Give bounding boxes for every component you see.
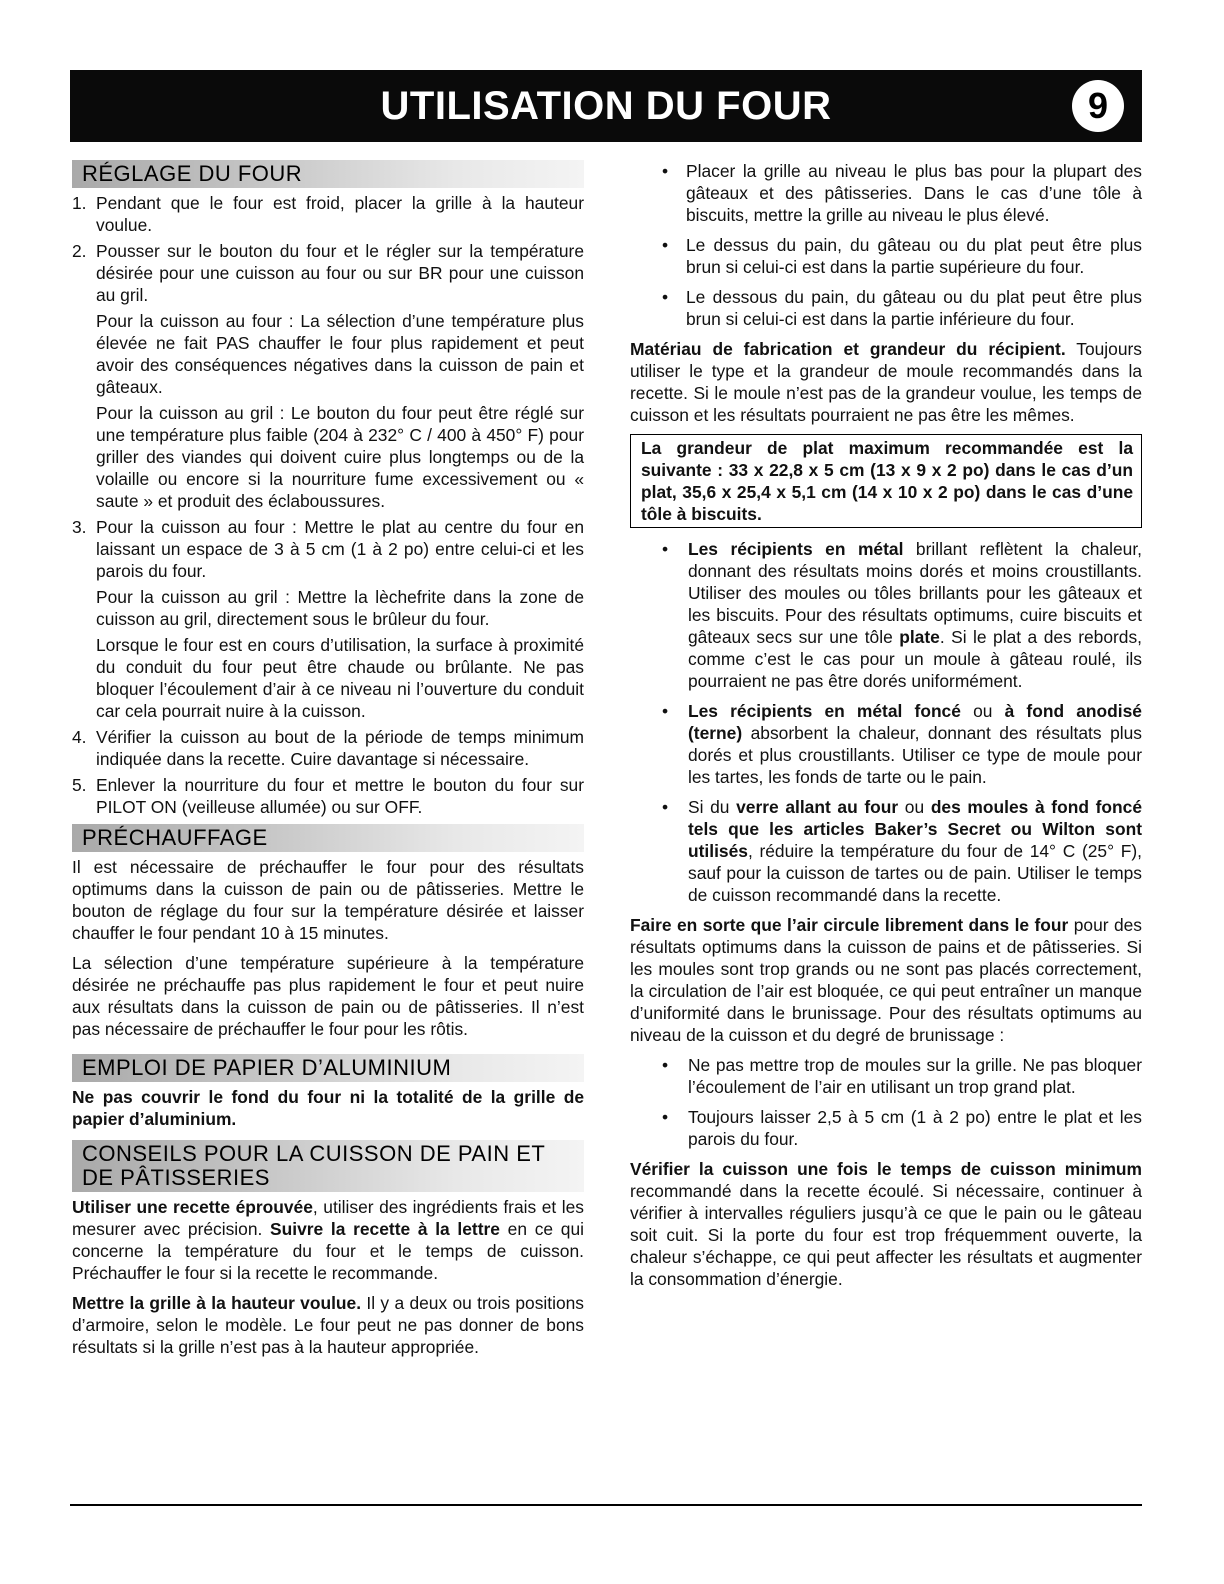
bullet-icon: • [662,287,669,307]
step-text: Pour la cuisson au four : Mettre le plat au centre du four en laissant un espace de 3 à 5 cm (1 à 2 po) entre celui-ci et les parois du four. [96,517,584,581]
step-number: 4. [72,727,87,747]
bold-run: plate [899,627,940,647]
section-heading-reglage: RÉGLAGE DU FOUR [72,160,584,188]
bullet-icon: • [662,539,669,559]
text-run: Toujours utiliser le type et la grandeur de moule recommandés dans la recette. Si le moule n’est pas de la grandeur voulue, les temps de cuisson et les résultats pourraient ne pas être les mêmes. [630,339,1142,425]
text-run: , utiliser des ingrédients frais et les mesurer avec précision. [72,1197,585,1239]
step-item [72,192,584,236]
step-text: Pour la cuisson au four : La sélection d’une température plus élevée ne fait PAS chauffer le four plus rapidement et peut avoir des conséquences négatives dans la cuisson de pain et gâteaux. [96,311,584,397]
text-run: , réduire la température du four de 14° C (25° F), sauf pour la cuisson de tartes ou de pain. Utiliser le temps de cuisson recommandé dans la recette. [688,841,1142,905]
step-item [72,774,584,818]
step-text: Pendant que le four est froid, placer la grille à la hauteur voulue. [96,193,584,235]
section-heading-conseils [72,1140,584,1192]
air-tips-list [630,1054,1142,1150]
list-item [630,234,1142,278]
list-item [630,286,1142,330]
bullet-icon: • [662,1055,669,1075]
step-text: Lorsque le four est en cours d’utilisation, la surface à proximité du conduit du four peut être chaude ou brûlante. Ne pas bloquer l’écoulement d’air à ce niveau ni l’ouverture du conduit car cela pourrait nuire à la cuisson. [96,635,584,721]
reglage-steps [72,192,584,818]
step-number: 5. [72,775,87,795]
pan-type-list [630,538,1142,906]
list-item-text: Le dessus du pain, du gâteau ou du plat peut être plus brun si celui-ci est dans la partie supérieure du four. [686,235,1142,277]
bold-run: à fond anodisé (terne) [688,701,1142,743]
text-run: pour des résultats optimums dans la cuisson de pains et de pâtisseries. Si les moules sont trop grands ou ne sont pas placés correctement, la circulation de l’air est bloquée, ce qui peut entraîner un manque d’uniformité dans le brunissage. Pour des résultats optimums au niveau de la cuisson et du degré de brunissage : [630,915,1142,1045]
text-run: Il y a deux ou trois positions d’armoire, selon le modèle. Le four peut ne pas donner de bons résultats si la grille n’est pas à la hauteur appropriée. [72,1293,584,1357]
body-paragraph [630,1158,1142,1290]
list-item [630,796,1142,906]
section-heading-prechauffage: PRÉCHAUFFAGE [72,824,584,852]
text-run: en ce qui concerne la température du four et le temps de cuisson. Préchauffer le four si la recette le recommande. [72,1219,584,1283]
bold-run: Les récipients en métal foncé [688,701,961,721]
step-text: Pour la cuisson au gril : Le bouton du four peut être réglé sur une température plus faible (204 à 232° C / 400 à 450° F) pour griller des viandes qui doivent cuire plus longtemps ou de la volaille ou encore si la nourriture fume excessivement ou « saute » et produit des éclaboussures. [96,403,584,511]
bullet-icon: • [662,1107,669,1127]
bold-run: Vérifier la cuisson une fois le temps de cuisson minimum [630,1159,1142,1179]
step-number: 1. [72,193,87,213]
list-item [630,538,1142,692]
step-number: 3. [72,517,87,537]
step-item [72,516,584,722]
list-item [630,160,1142,226]
page-header-banner [70,70,1142,142]
heading-line: CONSEILS POUR LA CUISSON DE PAIN ET [82,1141,546,1166]
step-text: Vérifier la cuisson au bout de la période de temps minimum indiquée dans la recette. Cuire davantage si nécessaire. [96,727,584,769]
bold-run: Utiliser une recette éprouvée [72,1197,313,1217]
step-text: Pousser sur le bouton du four et le régler sur la température désirée pour une cuisson au four ou sur BR pour une cuisson au gril. [96,241,584,305]
footer-divider [70,1504,1142,1506]
bullet-icon: • [662,161,669,181]
step-number: 2. [72,241,87,261]
list-item-text: Le dessous du pain, du gâteau ou du plat peut être plus brun si celui-ci est dans la partie inférieure du four. [686,287,1142,329]
max-dish-size-notice: La grandeur de plat maximum recommandée est la suivante : 33 x 22,8 x 5 cm (13 x 9 x 2 po) dans le cas d’un plat, 35,6 x 25,4 x 5,1 cm (14 x 10 x 2 po) dans le cas d’une tôle à biscuits. [630,434,1142,528]
body-paragraph-bold: Ne pas couvrir le fond du four ni la totalité de la grille de papier d’aluminium. [72,1087,584,1129]
text-run: brillant reflètent la chaleur, donnant des résultats moins dorés et moins croustillants. Utiliser des moules ou tôles brillants pour les gâteaux et les biscuits. Pour des résultats optimums, cuire biscuits et gâteaux secs sur une tôle [688,539,1142,647]
bold-run: Les récipients en métal [688,539,904,559]
bold-run: Mettre la grille à la hauteur voulue. [72,1293,362,1313]
list-item-text: Ne pas mettre trop de moules sur la grille. Ne pas bloquer l’écoulement de l’air en utilisant un trop grand plat. [688,1055,1142,1097]
rack-tips-list [630,160,1142,330]
text-run: ou [898,797,931,817]
body-paragraph [630,338,1142,426]
step-item [72,726,584,770]
step-text: Pour la cuisson au gril : Mettre la lèchefrite dans la zone de cuisson au gril, directement sous le brûleur du four. [96,587,584,629]
list-item [630,1106,1142,1150]
bullet-icon: • [662,235,669,255]
text-run: Si du [688,797,737,817]
right-column [630,160,1142,1298]
text-run: absorbent la chaleur, donnant des résultats plus dorés et plus croustillants. Utiliser ce type de moule pour les tartes, les fonds de tarte ou le pain. [688,723,1142,787]
list-item [630,700,1142,788]
bold-run: Suivre la recette à la lettre [270,1219,500,1239]
bold-run: Faire en sorte que l’air circule librement dans le four [630,915,1069,935]
section-heading-aluminium: EMPLOI DE PAPIER D’ALUMINIUM [72,1054,584,1082]
page-title: UTILISATION DU FOUR [380,84,832,128]
bold-run: Matériau de fabrication et grandeur du récipient. [630,339,1066,359]
bullet-icon: • [662,797,669,817]
text-run: recommandé dans la recette écoulé. Si nécessaire, continuer à vérifier à intervalles réguliers jusqu’à ce que le pain ou le gâteau soit cuit. Si la porte du four est trop fréquemment ouverte, la chaleur s’échappe, ce qui peut affecter les résultats et augmenter la consommation d’énergie. [630,1181,1142,1289]
list-item [630,1054,1142,1098]
text-run: ou [960,701,1005,721]
list-item-text: Toujours laisser 2,5 à 5 cm (1 à 2 po) entre le plat et les parois du four. [688,1107,1142,1149]
left-column [72,160,584,1366]
step-item [72,240,584,512]
bullet-icon: • [662,701,669,721]
heading-line: DE PÂTISSERIES [82,1165,270,1190]
body-paragraph: Il est nécessaire de préchauffer le four pour des résultats optimums dans la cuisson de pain ou de pâtisseries. Mettre le bouton de réglage du four sur la température désirée et laisser chauffer le four pendant 10 à 15 minutes. [72,857,584,943]
text-run: . Si le plat a des rebords, comme c’est le cas pour un moule à gâteau roulé, ils pourraient ne pas être dorés uniformément. [688,627,1143,691]
body-paragraph [630,914,1142,1046]
bold-run: verre allant au four [736,797,899,817]
bold-run: des moules à fond foncé tels que les articles Baker’s Secret ou Wilton sont utilisés [688,797,1142,861]
body-paragraph: La sélection d’une température supérieure à la température désirée ne préchauffe pas plus rapidement le four et peut nuire aux résultats dans la cuisson de pain ou de pâtisseries. Il n’est pas nécessaire de préchauffer le four pour les rôtis. [72,953,584,1039]
step-text: Enlever la nourriture du four et mettre le bouton du four sur PILOT ON (veilleuse allumée) ou sur OFF. [96,775,584,817]
body-paragraph [72,1292,584,1358]
page-number-badge: 9 [1072,80,1124,132]
body-paragraph [72,1196,584,1284]
list-item-text: Placer la grille au niveau le plus bas pour la plupart des gâteaux et des pâtisseries. Dans le cas d’une tôle à biscuits, mettre la grille au niveau le plus élevé. [686,161,1142,225]
